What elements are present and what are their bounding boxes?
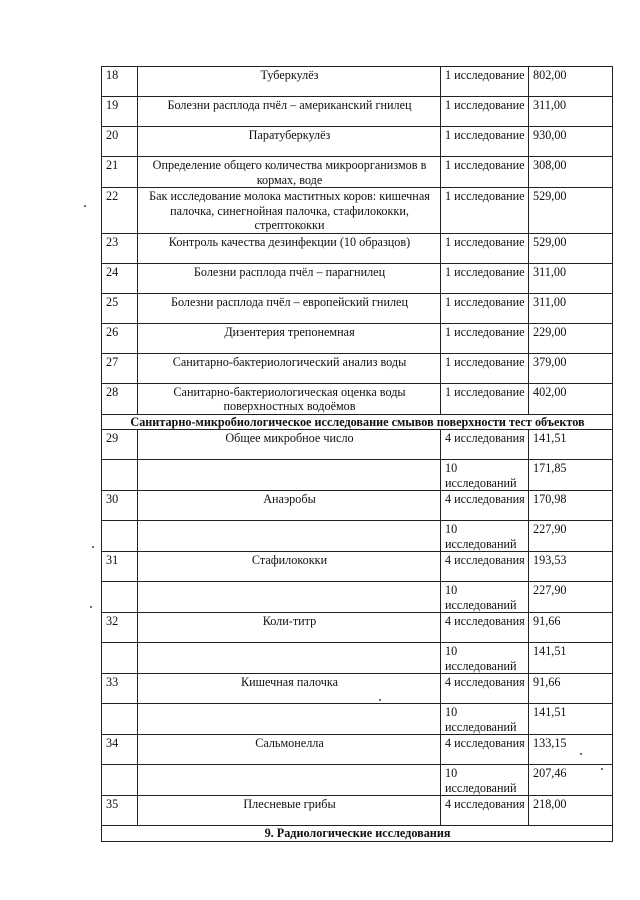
table-row [102, 491, 613, 521]
section-swabs-title: Санитарно-микробиологическое исследование смывов поверхности тест объектов [102, 414, 613, 430]
service-unit: 10 исследований [441, 460, 529, 491]
row-number: 33 [102, 674, 138, 704]
service-name [138, 704, 441, 735]
table-row [102, 97, 613, 127]
service-price: 311,00 [529, 293, 613, 323]
service-price: 141,51 [529, 704, 613, 735]
service-unit: 4 исследования [441, 491, 529, 521]
service-price: 91,66 [529, 674, 613, 704]
scan-speck [580, 753, 582, 755]
service-name [138, 582, 441, 613]
table-row [102, 233, 613, 263]
table-row [102, 127, 613, 157]
service-name: Определение общего количества микроорганизмов в кормах, воде [138, 157, 441, 188]
row-number: 27 [102, 353, 138, 383]
table-row [102, 263, 613, 293]
service-unit: 1 исследование [441, 353, 529, 383]
service-unit: 4 исследования [441, 674, 529, 704]
row-number: 35 [102, 796, 138, 826]
table-row [102, 674, 613, 704]
service-name: Туберкулёз [138, 67, 441, 97]
service-name: Паратуберкулёз [138, 127, 441, 157]
service-price: 402,00 [529, 383, 613, 414]
service-name: Сальмонелла [138, 735, 441, 765]
service-unit: 1 исследование [441, 127, 529, 157]
section-header-row [102, 826, 613, 842]
service-price: 227,90 [529, 521, 613, 552]
table-row [102, 353, 613, 383]
service-unit: 4 исследования [441, 613, 529, 643]
row-number: 29 [102, 430, 138, 460]
row-number: 24 [102, 263, 138, 293]
row-number [102, 521, 138, 552]
service-price: 930,00 [529, 127, 613, 157]
service-price: 170,98 [529, 491, 613, 521]
row-number: 30 [102, 491, 138, 521]
service-name: Санитарно-бактериологическая оценка воды поверхностных водоёмов [138, 383, 441, 414]
table-row [102, 157, 613, 188]
row-number [102, 643, 138, 674]
service-price: 171,85 [529, 460, 613, 491]
service-name: Общее микробное число [138, 430, 441, 460]
table-row [102, 460, 613, 491]
service-name: Дизентерия трепонемная [138, 323, 441, 353]
service-name: Бак исследование молока маститных коров: кишечная палочка, синегнойная палочка, стафилококки, стрептококки [138, 188, 441, 234]
row-number [102, 765, 138, 796]
table-row [102, 67, 613, 97]
service-unit: 1 исследование [441, 263, 529, 293]
service-name: Болезни расплода пчёл – парагнилец [138, 263, 441, 293]
service-unit: 1 исследование [441, 67, 529, 97]
price-table-body-b [102, 430, 613, 826]
service-name: Болезни расплода пчёл – американский гнилец [138, 97, 441, 127]
service-unit: 1 исследование [441, 293, 529, 323]
table-row [102, 796, 613, 826]
scan-speck [90, 606, 92, 608]
row-number: 34 [102, 735, 138, 765]
service-price: 311,00 [529, 263, 613, 293]
service-unit: 1 исследование [441, 323, 529, 353]
row-number: 20 [102, 127, 138, 157]
service-price: 529,00 [529, 188, 613, 234]
service-unit: 4 исследования [441, 552, 529, 582]
table-row [102, 735, 613, 765]
service-name [138, 765, 441, 796]
service-unit: 10 исследований [441, 643, 529, 674]
row-number: 25 [102, 293, 138, 323]
service-price: 141,51 [529, 643, 613, 674]
table-row [102, 643, 613, 674]
scan-speck [84, 205, 86, 207]
section-header-row [102, 414, 613, 430]
table-row [102, 383, 613, 414]
row-number: 28 [102, 383, 138, 414]
row-number: 26 [102, 323, 138, 353]
table-row [102, 188, 613, 234]
service-price: 141,51 [529, 430, 613, 460]
service-unit: 10 исследований [441, 582, 529, 613]
service-price: 218,00 [529, 796, 613, 826]
table-row [102, 293, 613, 323]
scan-speck [601, 768, 603, 770]
service-price: 311,00 [529, 97, 613, 127]
service-price: 308,00 [529, 157, 613, 188]
service-price: 227,90 [529, 582, 613, 613]
service-unit: 1 исследование [441, 188, 529, 234]
service-name [138, 460, 441, 491]
table-row [102, 613, 613, 643]
row-number: 31 [102, 552, 138, 582]
service-unit: 4 исследования [441, 796, 529, 826]
service-unit: 1 исследование [441, 157, 529, 188]
row-number: 22 [102, 188, 138, 234]
row-number: 32 [102, 613, 138, 643]
service-name [138, 643, 441, 674]
service-name: Коли-титр [138, 613, 441, 643]
section-radiology [102, 826, 613, 842]
row-number [102, 704, 138, 735]
service-unit: 1 исследование [441, 233, 529, 263]
row-number [102, 460, 138, 491]
service-price: 802,00 [529, 67, 613, 97]
service-price: 91,66 [529, 613, 613, 643]
service-name: Анаэробы [138, 491, 441, 521]
table-row [102, 582, 613, 613]
service-price: 229,00 [529, 323, 613, 353]
service-price: 529,00 [529, 233, 613, 263]
service-name: Кишечная палочка [138, 674, 441, 704]
service-unit: 1 исследование [441, 97, 529, 127]
row-number: 21 [102, 157, 138, 188]
service-name: Санитарно-бактериологический анализ воды [138, 353, 441, 383]
service-name: Стафилококки [138, 552, 441, 582]
section-swabs [102, 414, 613, 430]
service-unit: 4 исследования [441, 430, 529, 460]
service-unit: 4 исследования [441, 735, 529, 765]
service-name: Плесневые грибы [138, 796, 441, 826]
scan-speck [92, 546, 94, 548]
service-price: 379,00 [529, 353, 613, 383]
service-name [138, 521, 441, 552]
service-unit: 10 исследований [441, 765, 529, 796]
service-price: 133,15 [529, 735, 613, 765]
table-row [102, 521, 613, 552]
price-table-body-a [102, 67, 613, 415]
row-number [102, 582, 138, 613]
service-unit: 10 исследований [441, 521, 529, 552]
row-number: 18 [102, 67, 138, 97]
service-name: Болезни расплода пчёл – европейский гнилец [138, 293, 441, 323]
price-table [101, 66, 613, 842]
scan-speck [379, 699, 381, 701]
table-row [102, 704, 613, 735]
service-name: Контроль качества дезинфекции (10 образцов) [138, 233, 441, 263]
section-radiology-title: 9. Радиологические исследования [102, 826, 613, 842]
table-row [102, 552, 613, 582]
row-number: 23 [102, 233, 138, 263]
row-number: 19 [102, 97, 138, 127]
service-unit: 10 исследований [441, 704, 529, 735]
service-unit: 1 исследование [441, 383, 529, 414]
table-row [102, 765, 613, 796]
table-row [102, 323, 613, 353]
table-row [102, 430, 613, 460]
service-price: 207,46 [529, 765, 613, 796]
service-price: 193,53 [529, 552, 613, 582]
